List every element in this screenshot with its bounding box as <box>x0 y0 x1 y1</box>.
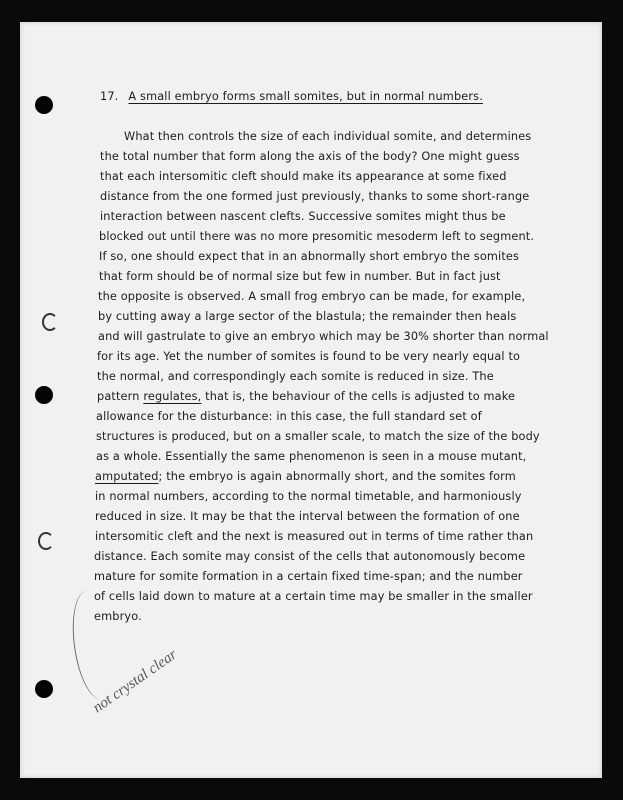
text-span: ; the embryo is again abnormally short, and the somites form <box>158 470 516 483</box>
punch-hole <box>35 680 53 698</box>
text-span: pattern <box>97 390 144 403</box>
body-line <box>97 390 515 403</box>
punch-hole <box>35 96 53 114</box>
body-line: intersomitic cleft and the next is measured out in terms of time rather than <box>95 530 534 543</box>
body-line: as a whole. Essentially the same phenomenon is seen in a mouse mutant, <box>96 450 527 463</box>
body-line: reduced in size. It may be that the interval between the formation of one <box>95 510 520 523</box>
body-line: distance. Each somite may consist of the cells that autonomously become <box>94 550 526 563</box>
body-line: for its age. Yet the number of somites is found to be very nearly equal to <box>97 350 521 363</box>
section-heading <box>100 90 483 103</box>
punch-hole <box>35 386 53 404</box>
body-line: allowance for the disturbance: in this case, the full standard set of <box>96 410 482 423</box>
body-line: If so, one should expect that in an abnormally short embryo the somites <box>99 250 520 263</box>
body-line: What then controls the size of each individual somite, and determines <box>124 130 532 143</box>
binding-mark <box>38 532 54 550</box>
body-line: the total number that form along the axis of the body? One might guess <box>100 150 520 163</box>
body-line: in normal numbers, according to the normal timetable, and harmoniously <box>95 490 522 503</box>
emphasized-term: regulates, <box>143 390 202 403</box>
body-line: blocked out until there was no more presomitic mesoderm left to segment. <box>99 230 535 243</box>
section-number: 17. <box>100 90 119 103</box>
body-line: distance from the one formed just previously, thanks to some short-range <box>100 190 530 203</box>
body-line <box>95 470 516 483</box>
body-line: structures is produced, but on a smaller scale, to match the size of the body <box>96 430 540 443</box>
body-line: the normal, and correspondingly each somite is reduced in size. The <box>97 370 494 383</box>
body-line: mature for somite formation in a certain fixed time-span; and the number <box>94 570 523 583</box>
text-span: that is, the behaviour of the cells is adjusted to make <box>201 390 516 403</box>
body-line: that form should be of normal size but few in number. But in fact just <box>99 270 501 283</box>
body-line: the opposite is observed. A small frog embryo can be made, for example, <box>98 290 526 303</box>
emphasized-term: amputated <box>95 470 159 483</box>
handwritten-annotation: not crystal clear <box>90 646 180 717</box>
body-line: interaction between nascent clefts. Successive somites might thus be <box>100 210 506 223</box>
body-line: embryo. <box>94 610 142 623</box>
body-line: and will gastrulate to give an embryo which may be 30% shorter than normal <box>98 330 549 343</box>
body-line: of cells laid down to mature at a certain time may be smaller in the smaller <box>94 590 533 603</box>
binding-mark <box>42 313 58 331</box>
body-line: that each intersomitic cleft should make its appearance at some fixed <box>100 170 507 183</box>
body-line: by cutting away a large sector of the blastula; the remainder then heals <box>98 310 517 323</box>
section-title: A small embryo forms small somites, but in normal numbers. <box>128 90 483 103</box>
